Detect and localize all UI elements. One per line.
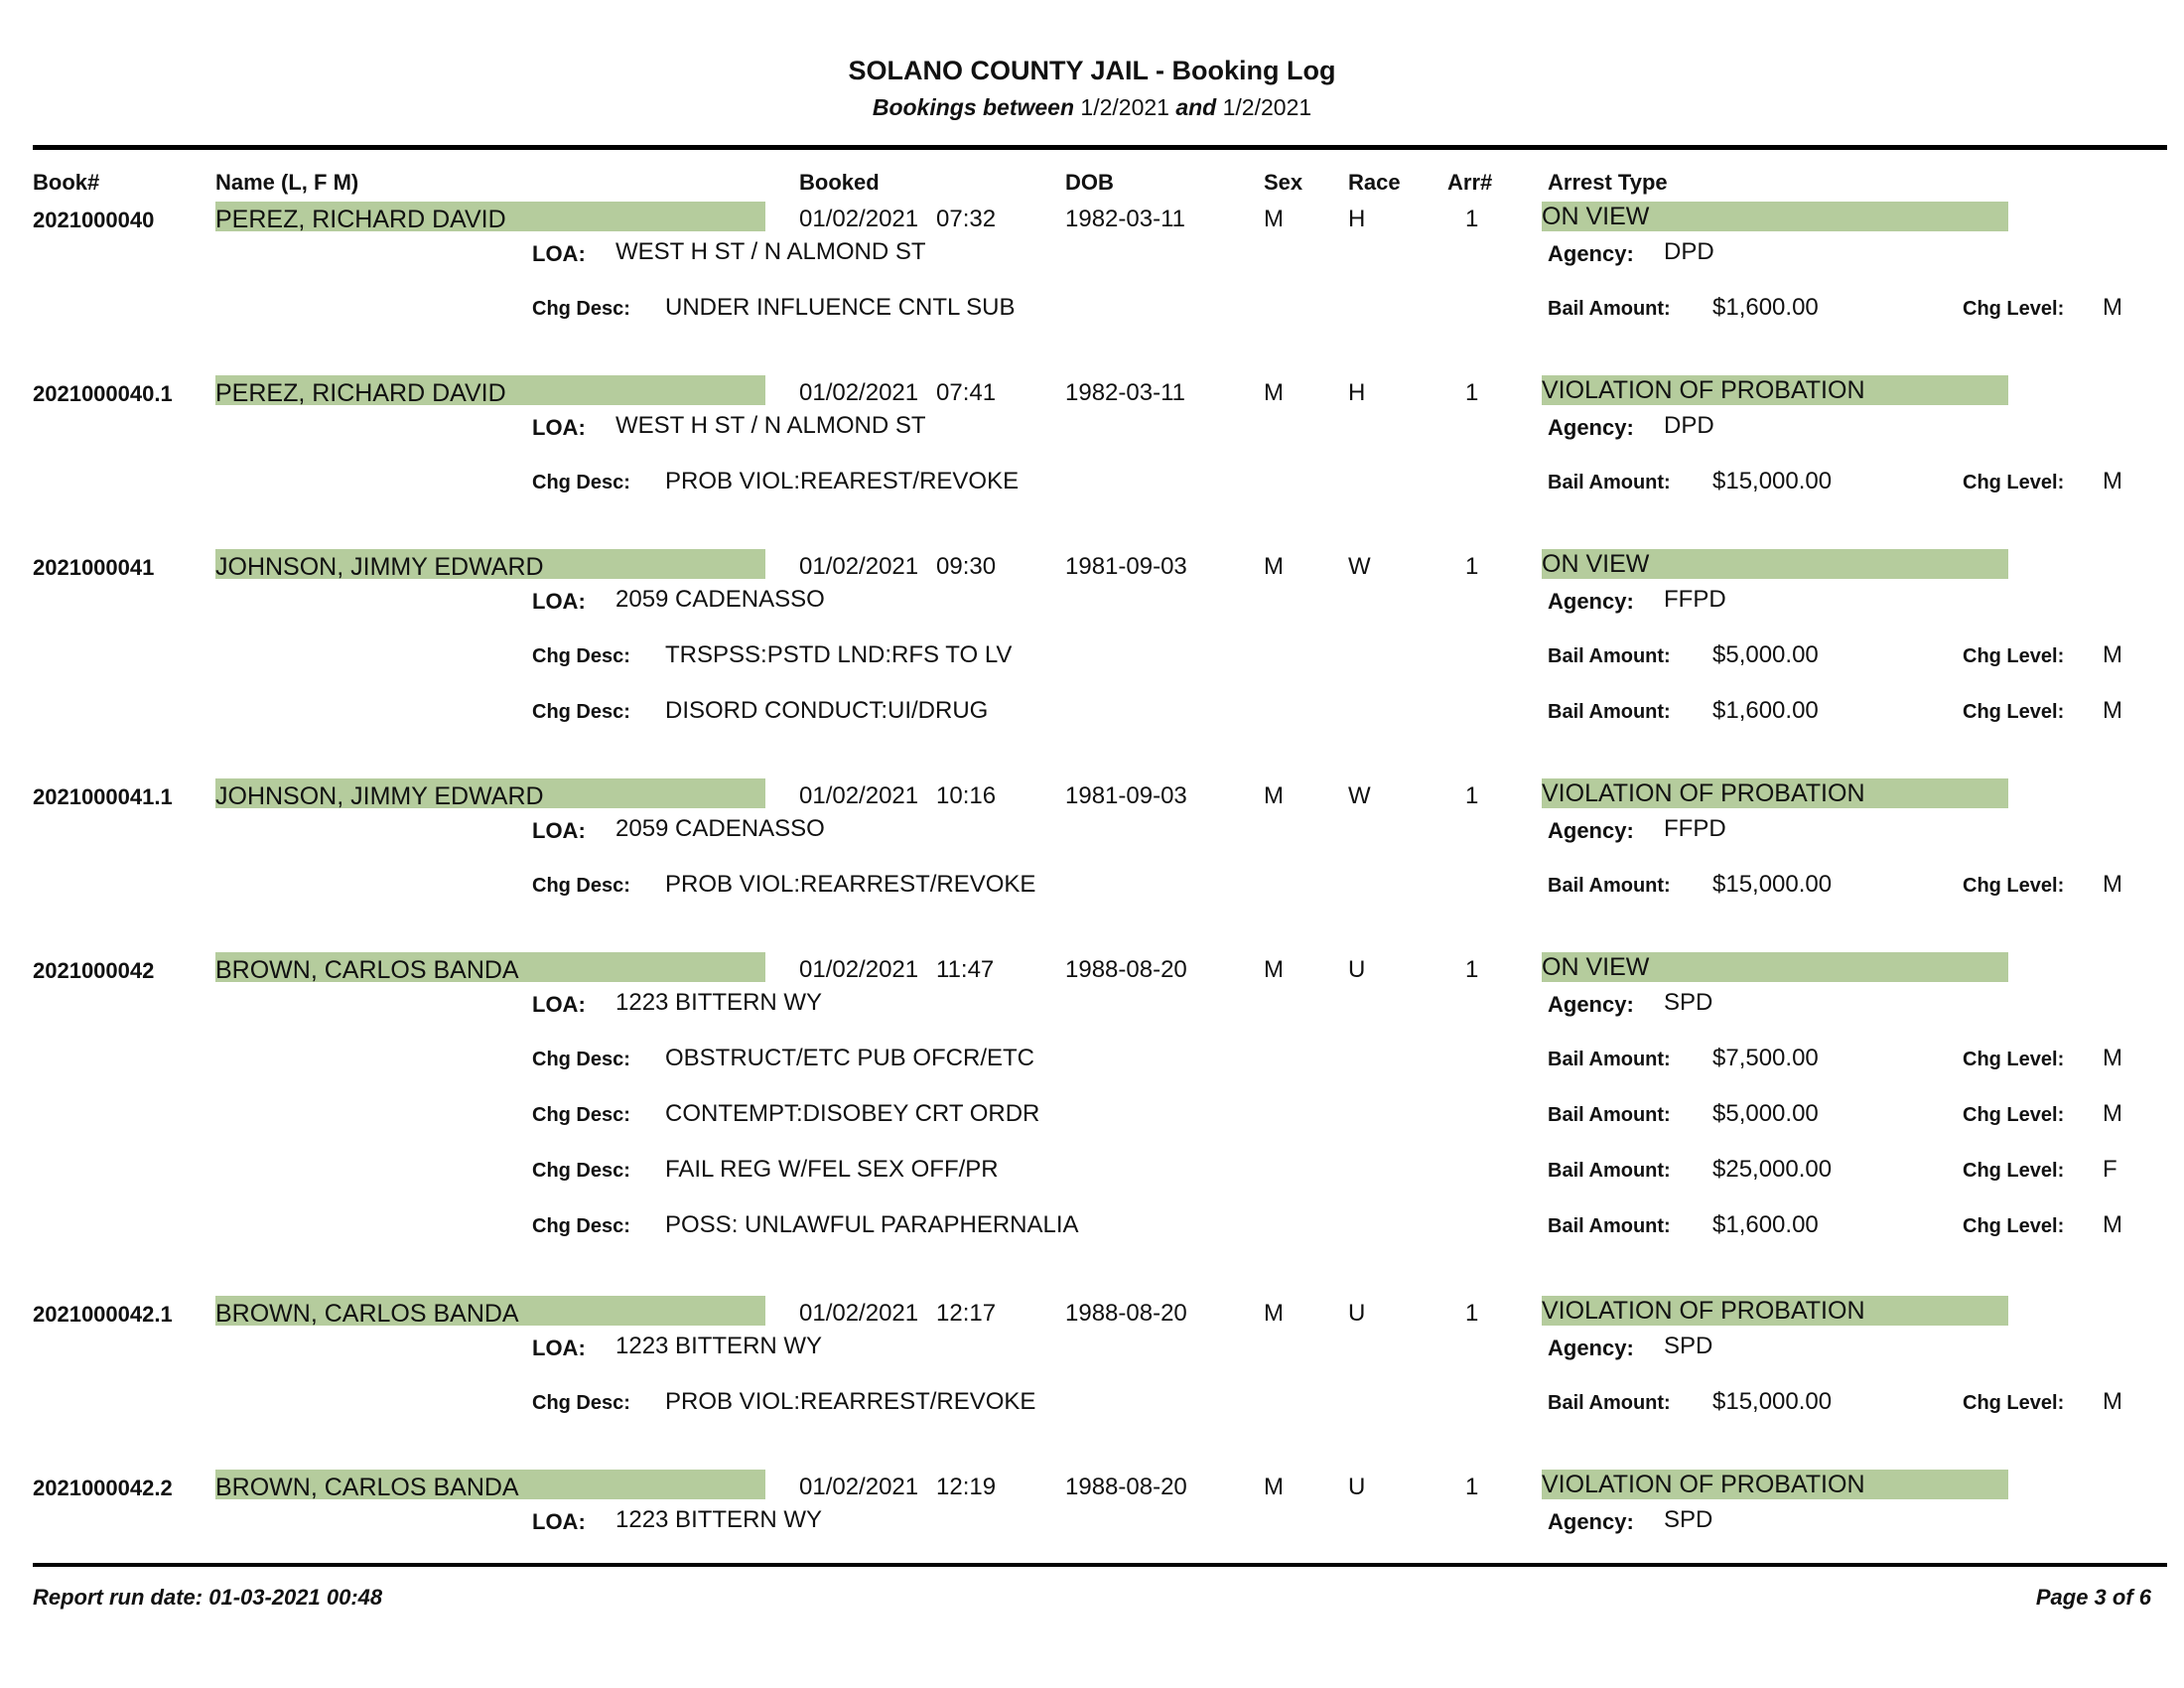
arrest-number: 1 — [1465, 206, 1479, 232]
inmate-name: BROWN, CARLOS BANDA — [215, 952, 765, 982]
chg-level-label: Chg Level: — [1963, 1049, 2065, 1070]
chg-desc-value: DISORD CONDUCT:UI/DRUG — [665, 697, 989, 724]
dob: 1981-09-03 — [1065, 553, 1187, 580]
chg-level-label: Chg Level: — [1963, 1392, 2065, 1414]
agency-value: FFPD — [1664, 815, 1726, 842]
loa-label: LOA: — [532, 589, 586, 614]
loa-value: 1223 BITTERN WY — [615, 989, 823, 1016]
booking-record — [0, 376, 2184, 540]
col-header-sex: Sex — [1264, 170, 1303, 195]
chg-desc-label: Chg Desc: — [532, 472, 630, 493]
header-divider — [33, 145, 2167, 150]
subtitle-prefix: Bookings between — [872, 94, 1075, 120]
loa-label: LOA: — [532, 1336, 586, 1360]
col-header-dob: DOB — [1065, 170, 1114, 195]
sex: M — [1264, 782, 1284, 809]
loa-label: LOA: — [532, 818, 586, 843]
inmate-name: PEREZ, RICHARD DAVID — [215, 375, 765, 405]
chg-desc-value: POSS: UNLAWFUL PARAPHERNALIA — [665, 1211, 1079, 1238]
sex: M — [1264, 206, 1284, 232]
loa-label: LOA: — [532, 415, 586, 440]
arrest-type: VIOLATION OF PROBATION — [1542, 778, 2008, 808]
chg-desc-value: PROB VIOL:REAREST/REVOKE — [665, 468, 1020, 494]
booked-time: 12:19 — [936, 1474, 997, 1500]
agency-value: FFPD — [1664, 586, 1726, 613]
date-from: 1/2/2021 — [1080, 94, 1169, 120]
sex: M — [1264, 956, 1284, 983]
chg-level-value: M — [2103, 697, 2122, 724]
inmate-name: JOHNSON, JIMMY EDWARD — [215, 549, 765, 579]
agency-value: SPD — [1664, 989, 1713, 1016]
bail-amount-value: $1,600.00 — [1712, 697, 1819, 724]
agency-value: DPD — [1664, 238, 1714, 265]
arrest-number: 1 — [1465, 1474, 1479, 1500]
chg-level-value: M — [2103, 1045, 2122, 1071]
arrest-type: ON VIEW — [1542, 549, 2008, 579]
sex: M — [1264, 1300, 1284, 1327]
dob: 1981-09-03 — [1065, 782, 1187, 809]
chg-level-value: M — [2103, 468, 2122, 494]
chg-desc-value: OBSTRUCT/ETC PUB OFCR/ETC — [665, 1045, 1035, 1071]
report-run-date: Report run date: 01-03-2021 00:48 — [33, 1585, 383, 1610]
dob: 1988-08-20 — [1065, 1300, 1187, 1327]
col-header-arrest-type: Arrest Type — [1548, 170, 1668, 195]
loa-value: 1223 BITTERN WY — [615, 1506, 823, 1533]
loa-label: LOA: — [532, 992, 586, 1017]
booked-date: 01/02/2021 — [799, 206, 919, 232]
chg-level-label: Chg Level: — [1963, 1215, 2065, 1237]
booking-record — [0, 1297, 2184, 1461]
col-header-arr: Arr# — [1447, 170, 1493, 195]
booked-date: 01/02/2021 — [799, 1474, 919, 1500]
inmate-name: JOHNSON, JIMMY EDWARD — [215, 778, 765, 808]
booked-date: 01/02/2021 — [799, 553, 919, 580]
chg-desc-label: Chg Desc: — [532, 1104, 630, 1126]
inmate-name: PEREZ, RICHARD DAVID — [215, 202, 765, 231]
race: W — [1348, 553, 1371, 580]
chg-level-label: Chg Level: — [1963, 1104, 2065, 1126]
bail-amount-label: Bail Amount: — [1548, 1215, 1671, 1237]
arrest-number: 1 — [1465, 782, 1479, 809]
bail-amount-value: $15,000.00 — [1712, 871, 1833, 898]
arrest-type: ON VIEW — [1542, 202, 2008, 231]
chg-level-value: F — [2103, 1156, 2117, 1183]
page-number: Page 3 of 6 — [2035, 1585, 2151, 1610]
chg-desc-label: Chg Desc: — [532, 1049, 630, 1070]
chg-desc-value: FAIL REG W/FEL SEX OFF/PR — [665, 1156, 999, 1183]
loa-value: 2059 CADENASSO — [615, 815, 825, 842]
booked-time: 12:17 — [936, 1300, 997, 1327]
arrest-number: 1 — [1465, 379, 1479, 406]
book-number: 2021000040.1 — [33, 381, 173, 406]
booking-record — [0, 203, 2184, 366]
agency-label: Agency: — [1548, 589, 1634, 614]
book-number: 2021000042.1 — [33, 1302, 173, 1327]
dob: 1982-03-11 — [1065, 206, 1185, 232]
bail-amount-value: $15,000.00 — [1712, 1388, 1833, 1415]
loa-value: 2059 CADENASSO — [615, 586, 825, 613]
arrest-number: 1 — [1465, 956, 1479, 983]
loa-value: WEST H ST / N ALMOND ST — [615, 412, 926, 439]
inmate-name: BROWN, CARLOS BANDA — [215, 1470, 765, 1499]
chg-desc-label: Chg Desc: — [532, 701, 630, 723]
arrest-number: 1 — [1465, 553, 1479, 580]
booked-date: 01/02/2021 — [799, 379, 919, 406]
bail-amount-value: $1,600.00 — [1712, 1211, 1819, 1238]
subtitle-and: and — [1175, 94, 1217, 120]
bail-amount-label: Bail Amount: — [1548, 701, 1671, 723]
chg-level-value: M — [2103, 1388, 2122, 1415]
arrest-type: VIOLATION OF PROBATION — [1542, 375, 2008, 405]
bail-amount-label: Bail Amount: — [1548, 875, 1671, 897]
footer-divider — [33, 1563, 2167, 1567]
chg-desc-label: Chg Desc: — [532, 1392, 630, 1414]
col-header-race: Race — [1348, 170, 1401, 195]
loa-label: LOA: — [532, 1509, 586, 1534]
col-header-booked: Booked — [799, 170, 880, 195]
bail-amount-value: $1,600.00 — [1712, 294, 1819, 321]
bail-amount-label: Bail Amount: — [1548, 645, 1671, 667]
booking-record — [0, 550, 2184, 724]
dob: 1982-03-11 — [1065, 379, 1185, 406]
race: W — [1348, 782, 1371, 809]
agency-label: Agency: — [1548, 992, 1634, 1017]
chg-desc-value: TRSPSS:PSTD LND:RFS TO LV — [665, 641, 1013, 668]
race: H — [1348, 206, 1366, 232]
chg-level-value: M — [2103, 871, 2122, 898]
booked-date: 01/02/2021 — [799, 782, 919, 809]
arrest-type: VIOLATION OF PROBATION — [1542, 1470, 2008, 1499]
report-subtitle — [0, 94, 2184, 121]
race: H — [1348, 379, 1366, 406]
booked-date: 01/02/2021 — [799, 1300, 919, 1327]
book-number: 2021000042 — [33, 958, 155, 983]
agency-label: Agency: — [1548, 1509, 1634, 1534]
chg-level-label: Chg Level: — [1963, 645, 2065, 667]
chg-desc-value: PROB VIOL:REARREST/REVOKE — [665, 1388, 1036, 1415]
report-title: SOLANO COUNTY JAIL - Booking Log — [848, 56, 1336, 85]
agency-label: Agency: — [1548, 241, 1634, 266]
chg-desc-value: UNDER INFLUENCE CNTL SUB — [665, 294, 1016, 321]
book-number: 2021000041 — [33, 555, 155, 580]
bail-amount-value: $5,000.00 — [1712, 1100, 1819, 1127]
agency-value: DPD — [1664, 412, 1714, 439]
agency-label: Agency: — [1548, 415, 1634, 440]
col-header-name: Name (L, F M) — [215, 170, 359, 195]
chg-level-label: Chg Level: — [1963, 1160, 2065, 1182]
chg-desc-label: Chg Desc: — [532, 1215, 630, 1237]
booked-time: 07:41 — [936, 379, 997, 406]
chg-desc-value: CONTEMPT:DISOBEY CRT ORDR — [665, 1100, 1040, 1127]
dob: 1988-08-20 — [1065, 1474, 1187, 1500]
inmate-name: BROWN, CARLOS BANDA — [215, 1296, 765, 1326]
loa-label: LOA: — [532, 241, 586, 266]
chg-level-label: Chg Level: — [1963, 472, 2065, 493]
date-to: 1/2/2021 — [1222, 94, 1312, 120]
chg-level-value: M — [2103, 1100, 2122, 1127]
booking-record — [0, 953, 2184, 1238]
chg-level-label: Chg Level: — [1963, 298, 2065, 320]
race: U — [1348, 1300, 1366, 1327]
book-number: 2021000040 — [33, 208, 155, 232]
book-number: 2021000042.2 — [33, 1476, 173, 1500]
bail-amount-label: Bail Amount: — [1548, 1392, 1671, 1414]
arrest-type: ON VIEW — [1542, 952, 2008, 982]
dob: 1988-08-20 — [1065, 956, 1187, 983]
bail-amount-value: $5,000.00 — [1712, 641, 1819, 668]
bail-amount-label: Bail Amount: — [1548, 1160, 1671, 1182]
bail-amount-value: $7,500.00 — [1712, 1045, 1819, 1071]
race: U — [1348, 1474, 1366, 1500]
race: U — [1348, 956, 1366, 983]
arrest-type: VIOLATION OF PROBATION — [1542, 1296, 2008, 1326]
book-number: 2021000041.1 — [33, 784, 173, 809]
chg-desc-label: Chg Desc: — [532, 298, 630, 320]
bail-amount-label: Bail Amount: — [1548, 1104, 1671, 1126]
agency-label: Agency: — [1548, 818, 1634, 843]
booked-time: 11:47 — [936, 956, 995, 983]
sex: M — [1264, 1474, 1284, 1500]
agency-label: Agency: — [1548, 1336, 1634, 1360]
chg-desc-label: Chg Desc: — [532, 875, 630, 897]
chg-level-value: M — [2103, 294, 2122, 321]
bail-amount-label: Bail Amount: — [1548, 1049, 1671, 1070]
sex: M — [1264, 379, 1284, 406]
bail-amount-value: $25,000.00 — [1712, 1156, 1833, 1183]
bail-amount-value: $15,000.00 — [1712, 468, 1833, 494]
chg-desc-label: Chg Desc: — [532, 1160, 630, 1182]
booked-time: 09:30 — [936, 553, 997, 580]
chg-desc-value: PROB VIOL:REARREST/REVOKE — [665, 871, 1036, 898]
chg-level-label: Chg Level: — [1963, 701, 2065, 723]
arrest-number: 1 — [1465, 1300, 1479, 1327]
booked-time: 07:32 — [936, 206, 997, 232]
agency-value: SPD — [1664, 1506, 1713, 1533]
bail-amount-label: Bail Amount: — [1548, 298, 1671, 320]
loa-value: 1223 BITTERN WY — [615, 1333, 823, 1359]
agency-value: SPD — [1664, 1333, 1713, 1359]
loa-value: WEST H ST / N ALMOND ST — [615, 238, 926, 265]
booking-record — [0, 779, 2184, 943]
booked-time: 10:16 — [936, 782, 997, 809]
sex: M — [1264, 553, 1284, 580]
chg-level-label: Chg Level: — [1963, 875, 2065, 897]
booked-date: 01/02/2021 — [799, 956, 919, 983]
booking-record — [0, 1471, 2184, 1634]
chg-level-value: M — [2103, 641, 2122, 668]
bail-amount-label: Bail Amount: — [1548, 472, 1671, 493]
chg-desc-label: Chg Desc: — [532, 645, 630, 667]
chg-level-value: M — [2103, 1211, 2122, 1238]
col-header-book: Book# — [33, 170, 100, 195]
